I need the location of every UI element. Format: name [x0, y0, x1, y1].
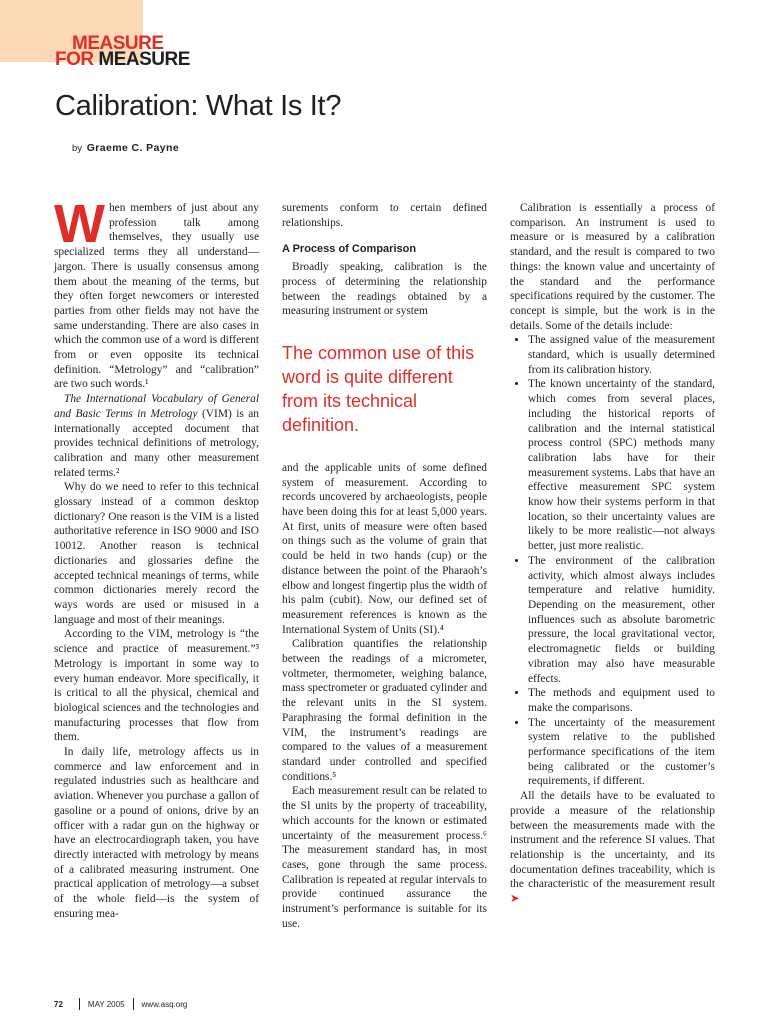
- list-item: • The environment of the calibration activity, which almost always includes temperature and relative humidity. Depending on the measurement, other influences such as absolute barometric pressure, the local gravitational vector, electromagnetic fields or building vibration may also have measurable effects.: [528, 554, 715, 686]
- kicker-measure: MEASURE: [72, 33, 164, 54]
- paragraph: Calibration quantifies the relationship between the readings of a micrometer, voltmeter, thermometer, weighing balance, mass spectrometer or graduated cylinder and the relevant units in the SI system. Paraphrasing the formal definition in the VIM, the instrument’s readings are compared to the values of a measurement standard under controlled and specified conditions.⁵: [282, 638, 487, 783]
- list-item: • The assigned value of the measurement standard, which is usually determined from its calibration history.: [528, 333, 715, 377]
- byline: [72, 142, 179, 154]
- paragraph: and the applicable units of some defined system of measurement. According to records uncovered by archaeologists, people have been doing this for at least 5,000 years. At first, units of measure were often based on things such as the volume of grain that could be held in two hands (cup) or the distance between the point of the Pharaoh’s elbow and longest fingertip plus the width of his palm (cubit). Now, our defined set of measurement references is known as the International System of Units (SI).⁴: [282, 461, 487, 636]
- column-2: [282, 201, 487, 931]
- details-list: [510, 333, 715, 789]
- drop-cap: W: [54, 194, 105, 254]
- paragraph-text: All the details have to be evaluated to provide a measure of the relationship between the measurements made with the instrument and the reference SI values. That relationship is the uncertainty, and its documentation defines traceability, which is the characteristic of the measurement result: [510, 790, 715, 891]
- paragraph: surements conform to certain defined relationships.: [282, 202, 487, 229]
- paragraph: According to the VIM, metrology is “the science and practice of measurement.”³ Metrology is important in some way to every human endeavor. More specifically, it is critical to all the physical, chemical and biological sciences and the technologies and manufacturing processes that flow from them.: [54, 628, 259, 744]
- paragraph: Why do we need to refer to this technical glossary instead of a common desktop dictionary? One reason is the VIM is a listed authoritative reference in ISO 9000 and ISO 10012. Another reason is technical dictionaries and glossaries define the accepted technical meanings of terms, while common dictionaries merely record the ways words are used or misused in a language and most of their meanings.: [54, 481, 259, 626]
- byline-author: Graeme C. Payne: [86, 142, 180, 154]
- continue-arrow-icon: ➤: [510, 893, 520, 906]
- page-footer: [54, 998, 187, 1010]
- department-kicker: [55, 33, 190, 70]
- kicker-for: FOR: [55, 49, 94, 70]
- column-3: [510, 201, 715, 907]
- list-item: • The uncertainty of the measurement system relative to the published performance specifications of the item being calibrated or the customer’s requirements, if different.: [528, 716, 715, 790]
- article-title: Calibration: What Is It?: [55, 90, 342, 122]
- paragraph-text: hen members of just about any profession talk among themselves, they usually use specialized terms they all understand—jargon. There is usually consensus among them about the meaning of the terms, but they often forget newcomers or interested parties from other fields may not have the same understanding. There are also cases in which the common use of a word is different from or even opposite its technical definition. “Metrology” and “calibration” are two such words.¹: [54, 202, 259, 391]
- issue-date: MAY 2005: [87, 999, 125, 1009]
- vim-title-italic: The International Vocabulary of General and Basic Terms in Metrology: [54, 393, 259, 420]
- page-number: 72: [54, 999, 63, 1009]
- website-url[interactable]: www.asq.org: [141, 999, 188, 1009]
- column-1: [54, 194, 259, 921]
- byline-by: by: [72, 143, 83, 154]
- paragraph: [54, 194, 259, 392]
- paragraph: [54, 392, 259, 480]
- paragraph: Broadly speaking, calibration is the process of determining the relationship between the readings obtained by a measuring instrument or system: [282, 261, 487, 318]
- paragraph: [510, 789, 715, 907]
- footer-divider: [133, 998, 134, 1010]
- paragraph: Each measurement result can be related to the SI units by the property of traceability, which accounts for the known or estimated uncertainty of the measurement process.⁶ The measurement standard has, in most cases, gone through the same process. Calibration is repeated at regular intervals to provide continued assurance the instrument’s performance is suitable for its use.: [282, 785, 487, 930]
- paragraph-text: (VIM) is an internationally accepted document that provides technical definitions of metrology, calibration and many other measurement related terms.²: [54, 407, 259, 479]
- list-item: • The known uncertainty of the standard, which comes from several places, including the historical reports of calibration and the internal statistical process control (SPC) methods many calibration labs have for their measurement systems. Labs that have an effective measurement SPC system know how their systems perform in that location, so their uncertainty values are likely to be more realistic—not always better, just more realistic.: [528, 377, 715, 553]
- list-item: • The methods and equipment used to make the comparisons.: [528, 686, 715, 715]
- paragraph: Calibration is essentially a process of comparison. An instrument is used to measure or is measured by a calibration standard, and the result is compared to two things: the known value and uncertainty of the standard and the performance specifications required by the customer. The concept is simple, but the work is in the details. Some of the details include:: [510, 202, 715, 332]
- paragraph: In daily life, metrology affects us in commerce and law enforcement and in regulated industries such as healthcare and aviation. Whenever you purchase a gallon of gasoline or a pound of onions, drive by an officer with a radar gun on the highway or have an electrocardiograph taken, you have directly interacted with metrology by means of a calibrated measuring instrument. One practical application of metrology—a subset of the whole field—is the system of ensuring mea-: [54, 746, 259, 920]
- kicker-measure-2: MEASURE: [98, 49, 190, 70]
- pull-quote: The common use of this word is quite different from its technical definition.: [282, 342, 475, 435]
- section-subhead: A Process of Comparison: [282, 243, 417, 256]
- footer-divider: [79, 998, 80, 1010]
